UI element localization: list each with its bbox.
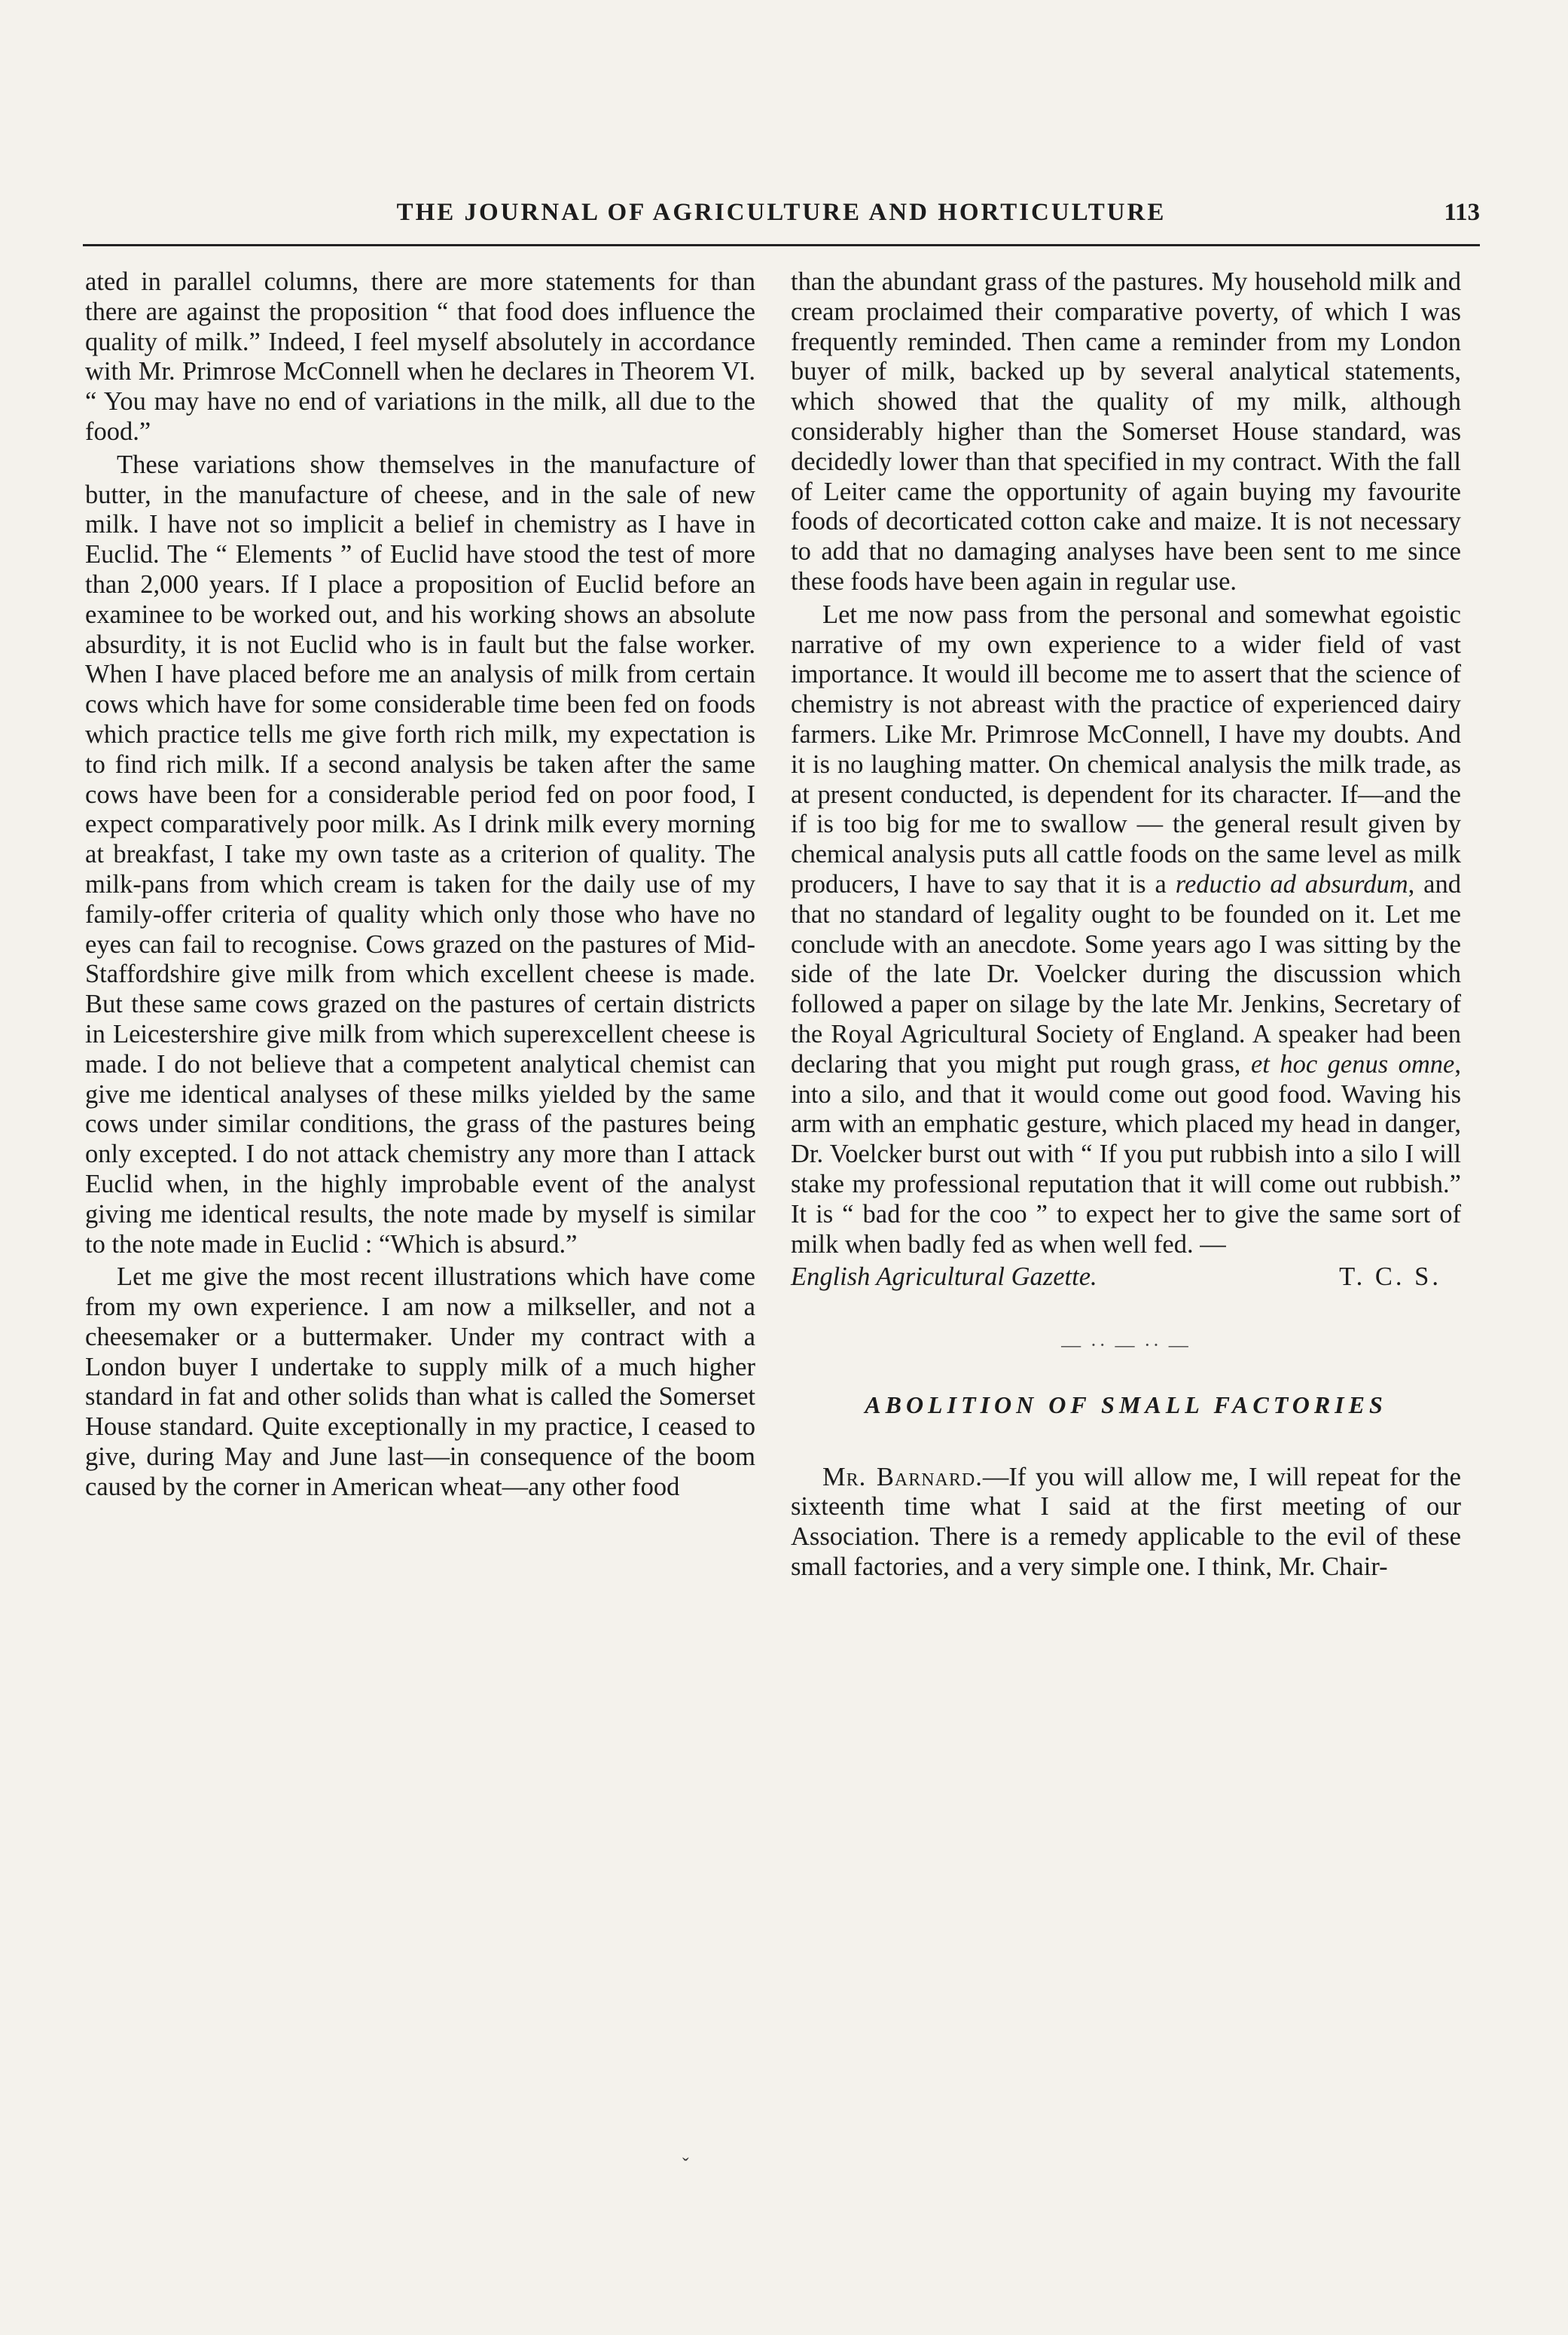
latin-phrase-reductio: reductio ad absurdum xyxy=(1175,869,1408,899)
running-title: THE JOURNAL OF AGRICULTURE AND HORTICULTURE xyxy=(396,199,1167,226)
section-title: ABOLITION OF SMALL FACTORIES xyxy=(865,1390,1387,1418)
running-header xyxy=(83,197,1480,246)
footer-mark: ˇ xyxy=(682,2154,689,2176)
paragraph-continued-right: than the abundant grass of the pastures. My household milk and cream proclaimed their comparative poverty, of which I was frequently reminded. Then came a reminder from my London buyer of milk, backed up by several analytical statements, which showed that the quality of my milk, although considerably higher than the Somerset House standard, was decidedly lower than that specified in my contract. With the fall of Leiter came the opportunity of again buying my favourite foods of decorticated cotton cake and maize. It is not necessary to add that no damaging analyses have been sent to me since these foods have been again in regular use. xyxy=(791,267,1461,596)
source-citation: English Agricultural Gazette. xyxy=(791,1262,1097,1292)
section-divider-ornament: — ·· — ·· — xyxy=(1061,1334,1191,1357)
paragraph-variations: These variations show themselves in the manufacture of butter, in the manufacture of cheese, and in the sale of new milk. I have not so implicit a belief in chemistry as I have in Euclid. The “ Elements ” of Euclid have stood the test of more than 2,000 years. If I place a proposition of Euclid before an examinee to be worked out, and his working shows an absolute absurdity, it is not Euclid who is in fault but the false worker. When I have placed before me an analysis of milk from certain cows which have for some considerable time been fed on foods which practice tells me give forth rich milk, my expectation is to find rich milk. If a second analysis be taken after the same cows have been for a considerable period fed on poor food, I expect comparatively poor milk. As I drink milk every morning at breakfast, I take my own taste as a criterion of quality. The milk-pans from which cream is taken for the daily use of my family-offer criteria of quality which only those who have no eyes can fail to recognise. Cows grazed on the pastures of Mid-Staffordshire give milk from which excellent cheese is made. But these same cows grazed on the pastures of certain districts in Leicestershire give milk from which superexcellent cheese is made. I do not believe that a competent analytical chemist can give me identical analyses of these milks yielded by the same cows under similar conditions, the grass of the pastures being only excepted. I do not attack chemistry any more than I attack Euclid when, in the highly improbable event of the analyst giving me identical results, the note made by myself is similar to the note made in Euclid : “Which is absurd.” xyxy=(85,450,755,1259)
anecdote-text-c: , into a silo, and that it would come out good food. Waving his arm with an emphatic gesture, which placed my head in danger, Dr. Voelcker burst out with “ If you put rubbish into a silo I will stake my professional reputation that it will come out rubbish.” It is “ bad for the coo ” to expect her to give the same sort of milk when badly fed as when well fed. — xyxy=(791,1049,1461,1259)
paragraph-barnard xyxy=(791,1463,1461,1583)
paragraph-anecdote xyxy=(791,600,1461,1260)
paragraph-illustrations: Let me give the most recent illustrations which have come from my own experience. I am now a milkseller, and not a cheesemaker or a buttermaker. Under my contract with a London buyer I undertake to supply milk of a much higher standard in fat and other solids than what is called the Somerset House standard. Quite exceptionally in my practice, I ceased to give, during May and June last—in consequence of the boom caused by the corner in American wheat—any other food xyxy=(85,1262,755,1501)
speaker-name: Mr. Barnard. xyxy=(822,1462,983,1491)
attribution-line xyxy=(791,1262,1461,1293)
anecdote-text-b: , and that no standard of legality ought to be founded on it. Let me conclude with an anecdote. Some years ago I was sitting by the side of the late Dr. Voelcker during the discussion which followed a paper on silage by the late Mr. Jenkins, Secretary of the Royal Agricultural Society of England. A speaker had been declaring that you might put rough grass, xyxy=(791,869,1461,1079)
paragraph-continued: ated in parallel columns, there are more statements for than there are against the proposition “ that food does influence the quality of milk.” Indeed, I feel myself absolutely in accordance with Mr. Primrose McConnell when he declares in Theorem VI. “ You may have no end of variations in the milk, all due to the food.” xyxy=(85,267,755,446)
barnard-text: —If you will allow me, I will repeat for the sixteenth time what I said at the first meeting of our Association. There is a remedy applicable to the evil of these small factories, and a very simple one. I think, Mr. Chair- xyxy=(791,1462,1461,1582)
page-number: 113 xyxy=(1444,199,1480,226)
left-column xyxy=(85,267,755,1506)
anecdote-text-a: Let me now pass from the personal and somewhat egoistic narrative of my own experience to a wider field of vast importance. It would ill become me to assert that the science of chemistry is not abreast with the practice of experienced dairy farmers. Like Mr. Primrose McConnell, I have my doubts. And it is no laughing matter. On chemical analysis the milk trade, as at present conducted, is dependent for its character. If—and the if is too big for me to swallow — the general result given by chemical analysis puts all cattle foods on the same level as milk producers, I have to say that it is a xyxy=(791,600,1461,899)
latin-phrase-genus: et hoc genus omne xyxy=(1250,1049,1455,1079)
right-column xyxy=(791,267,1461,1586)
author-initials: T. C. S. xyxy=(1339,1262,1441,1292)
